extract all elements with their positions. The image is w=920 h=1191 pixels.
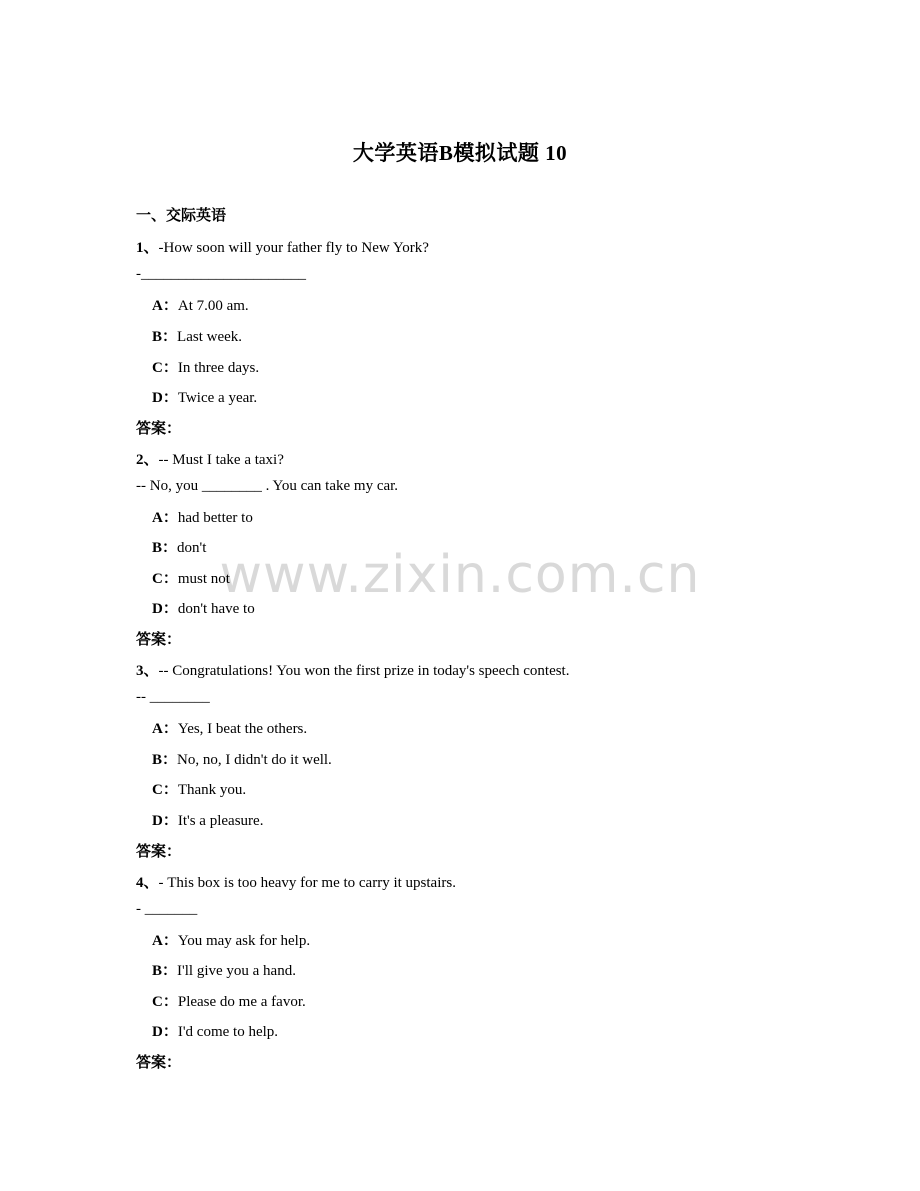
question-3-prompt: 3、-- Congratulations! You won the first prize in today's speech contest.	[136, 663, 570, 679]
question-4-prompt: 4、- This box is too heavy for me to carry it upstairs.	[136, 875, 456, 891]
question-4-answer-label: 答案：	[136, 1055, 182, 1071]
question-2-prompt: 2、-- Must I take a taxi?	[136, 452, 284, 468]
watermark: www.zixin.com.cn	[219, 545, 701, 605]
question-4-option-a: A：You may ask for help.	[152, 933, 311, 949]
question-1-option-d: D：Twice a year.	[152, 390, 258, 406]
question-4-option-c: C：Please do me a favor.	[152, 994, 306, 1010]
question-2-answer-label: 答案：	[136, 632, 182, 648]
question-1-prompt: 1、-How soon will your father fly to New York?	[136, 240, 429, 256]
question-3-response: -- ________	[136, 689, 210, 705]
question-number: 3	[136, 663, 144, 679]
question-2-option-d: D：don't have to	[152, 601, 255, 617]
question-3-option-d: D：It's a pleasure.	[152, 813, 264, 829]
question-4-response: - _______	[136, 901, 198, 917]
question-4-option-d: D：I'd come to help.	[152, 1024, 279, 1040]
question-number: 2	[136, 452, 144, 468]
document-title: 大学英语B模拟试题 10	[352, 141, 568, 165]
question-3-answer-label: 答案：	[136, 844, 182, 860]
question-1-response: -______________________	[136, 266, 306, 282]
question-4-option-b: B：I'll give you a hand.	[152, 963, 296, 979]
question-1-option-c: C：In three days.	[152, 360, 260, 376]
question-2-response: -- No, you ________ . You can take my car.	[136, 478, 399, 494]
question-3-option-a: A：Yes, I beat the others.	[152, 721, 308, 737]
question-number: 1	[136, 240, 144, 256]
question-3-option-b: B：No, no, I didn't do it well.	[152, 752, 332, 768]
question-number: 4	[136, 875, 144, 891]
question-2-option-c: C：must not	[152, 571, 230, 587]
question-1-option-b: B：Last week.	[152, 329, 243, 345]
question-1-answer-label: 答案：	[136, 421, 182, 437]
question-2-option-a: A：had better to	[152, 510, 253, 526]
question-3-option-c: C：Thank you.	[152, 782, 247, 798]
question-1-option-a: A：At 7.00 am.	[152, 298, 249, 314]
question-2-option-b: B：don't	[152, 540, 207, 556]
section-heading: 一、交际英语	[136, 208, 227, 224]
